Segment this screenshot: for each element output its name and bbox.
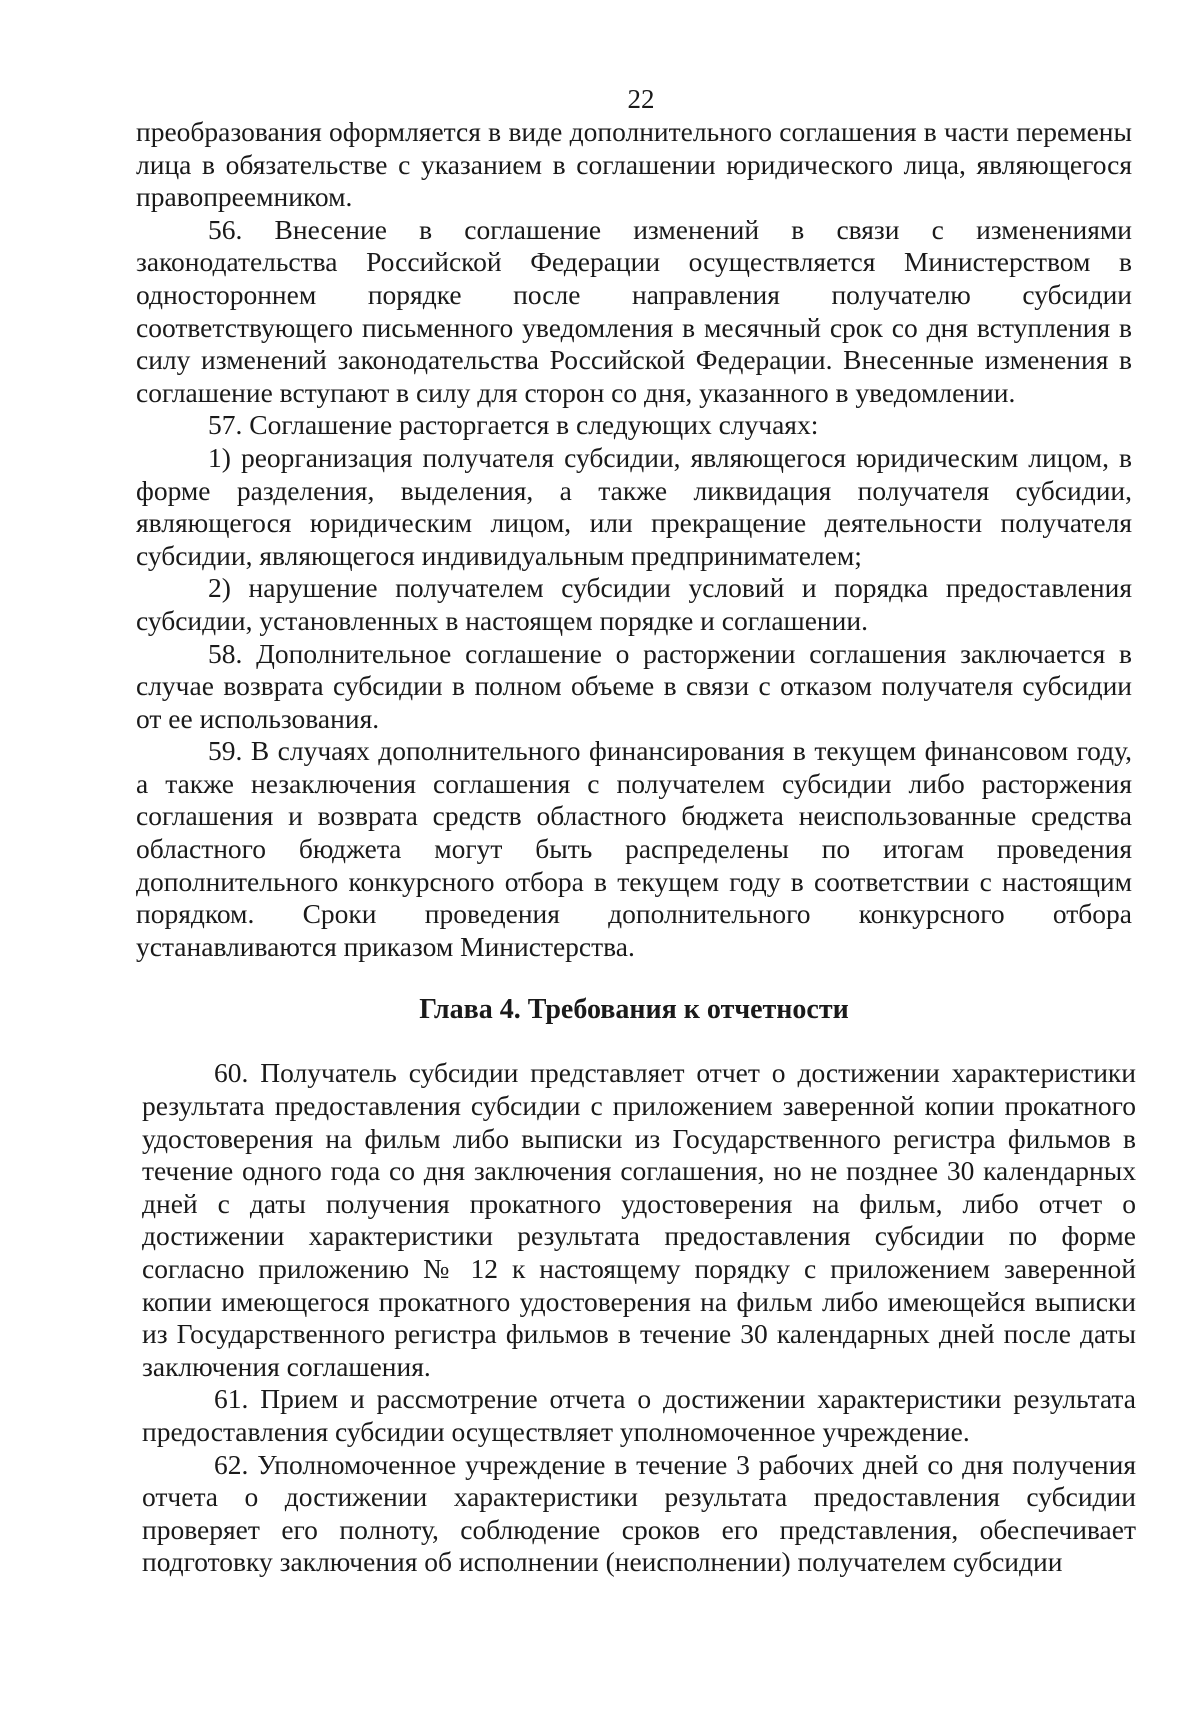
paragraph-57-item-1: 1) реорганизация получателя субсидии, являющегося юридическим лицом, в форме разделения, выделения, а также ликвидация получателя субсидии, являющегося юридическим лицом, или прекращение деятельности получателя субсидии, являющегося индивидуальным предпринимателем;	[136, 441, 1132, 571]
paragraph-56: 56. Внесение в соглашение изменений в связи с изменениями законодательства Российской Федерации осуществляется Министерством в одностороннем порядке после направления получателю субсидии соответствующего письменного уведомления в месячный срок со дня вступления в силу изменений законодательства Российской Федерации. Внесенные изменения в соглашение вступают в силу для сторон со дня, указанного в уведомлении.	[136, 213, 1132, 408]
paragraph-60: 60. Получатель субсидии представляет отчет о достижении характеристики результата предоставления субсидии с приложением заверенной копии прокатного удостоверения на фильм либо выписки из Государственного регистра фильмов в течение одного года со дня заключения соглашения, но не позднее 30 календарных дней с даты получения прокатного удостоверения на фильм, либо отчет о достижении характеристики результата предоставления субсидии по форме согласно приложению № 12 к настоящему порядку с приложением заверенной копии имеющегося прокатного удостоверения на фильм либо имеющейся выписки из Государственного регистра фильмов в течение 30 календарных дней после даты заключения соглашения.	[142, 1057, 1136, 1382]
chapter-title: Глава 4. Требования к отчетности	[419, 994, 849, 1026]
chapter-4-body	[142, 1057, 1136, 1579]
paragraph-57: 57. Соглашение расторгается в следующих случаях:	[208, 409, 819, 441]
paragraph-continuation: преобразования оформляется в виде дополнительного соглашения в части перемены лица в обязательстве с указанием в соглашении юридического лица, являющегося правопреемником.	[136, 116, 1132, 213]
page-number: 22	[627, 84, 655, 114]
paragraph-61: 61. Прием и рассмотрение отчета о достижении характеристики результата предоставления субсидии осуществляет уполномоченное учреждение.	[142, 1383, 1136, 1447]
paragraph-57-item-2: 2) нарушение получателем субсидии условий и порядка предоставления субсидии, установленных в настоящем порядке и соглашении.	[136, 572, 1132, 636]
document-page	[136, 80, 1136, 1579]
paragraph-58: 58. Дополнительное соглашение о расторжении соглашения заключается в случае возврата субсидии в полном объеме в связи с отказом получателя субсидии от ее использования.	[136, 637, 1132, 734]
paragraph-59: 59. В случаях дополнительного финансирования в текущем финансовом году, а также незаключения соглашения с получателем субсидии либо расторжения соглашения и возврата средств областного бюджета неиспользованные средства областного бюджета могут быть распределены по итогам проведения дополнительного конкурсного отбора в текущем году в соответствии с настоящим порядком. Сроки проведения дополнительного конкурсного отбора устанавливаются приказом Министерства.	[136, 735, 1132, 962]
paragraph-62: 62. Уполномоченное учреждение в течение 3 рабочих дней со дня получения отчета о достижении характеристики результата предоставления субсидии проверяет его полноту, соблюдение сроков его представления, обеспечивает подготовку заключения об исполнении (неисполнении) получателем субсидии	[142, 1448, 1136, 1578]
